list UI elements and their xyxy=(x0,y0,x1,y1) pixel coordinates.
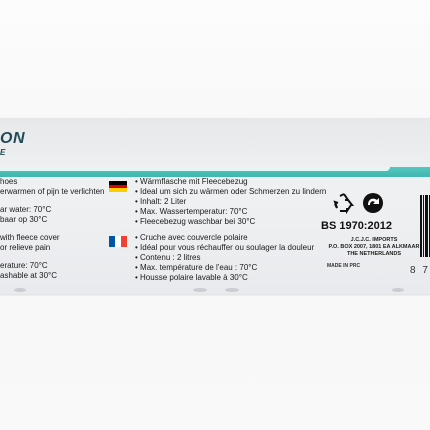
left-line: hoes xyxy=(0,177,18,186)
barcode-icon xyxy=(420,195,430,257)
importer-line: J.C.J.C. IMPORTS xyxy=(350,237,398,243)
french-line: • Cruche avec couvercle polaire xyxy=(135,233,248,242)
french-line: • Idéal pour vous réchauffer ou soulager la douleur xyxy=(135,243,315,252)
brand-logo-text: ON xyxy=(0,130,25,147)
left-line: ashable at 30°C xyxy=(0,271,58,280)
german-line: • Fleecebezug waschbar bei 30°C xyxy=(135,217,256,226)
german-section xyxy=(135,177,327,227)
card-edge-holes xyxy=(0,286,430,294)
left-column-text xyxy=(0,177,105,281)
hole-mark xyxy=(14,288,26,292)
hole-mark xyxy=(193,288,207,292)
left-line: erature: 70°C xyxy=(0,261,48,270)
left-line: or relieve pain xyxy=(0,243,51,252)
french-section xyxy=(135,233,314,283)
made-in-label: MADE IN PRC xyxy=(327,263,361,269)
recycle-icon xyxy=(335,194,352,211)
hole-mark xyxy=(392,288,404,292)
french-line: • Housse polaire lavable à 30°C xyxy=(135,273,248,282)
green-dot-icon xyxy=(363,193,383,213)
left-line: ar water: 70°C xyxy=(0,205,52,214)
french-line: • Contenu : 2 litres xyxy=(135,253,201,262)
left-line: with fleece cover xyxy=(0,233,60,242)
brand-logo-subtext: E xyxy=(0,148,7,157)
teal-stripe xyxy=(0,167,430,177)
german-line: • Inhalt: 2 Liter xyxy=(135,197,187,206)
importer-line: THE NETHERLANDS xyxy=(346,251,402,257)
icon-group xyxy=(332,191,392,215)
german-line: • Max. Wassertemperatur: 70°C xyxy=(135,207,248,216)
middle-column-text xyxy=(109,177,327,283)
importer-line: P.O. BOX 2007, 1801 EA ALKMAAR xyxy=(328,244,420,250)
stripe-highlight xyxy=(0,167,390,171)
german-flag-icon xyxy=(109,181,127,192)
german-line: • Wärmflasche mit Fleecebezug xyxy=(135,177,248,186)
safety-standard-label: BS 1970:2012 xyxy=(321,220,392,232)
left-line: baar op 30°C xyxy=(0,215,48,224)
barcode-digits: 8 7 xyxy=(410,265,430,276)
importer-address xyxy=(324,237,424,258)
german-line: • Ideal um sich zu wärmen oder Schmerzen zu lindern xyxy=(135,187,327,196)
french-flag-icon xyxy=(109,236,127,247)
french-line: • Max. température de l'eau : 70°C xyxy=(135,263,258,272)
left-line: erwarmen of pijn te verlichten xyxy=(0,187,105,196)
hole-mark xyxy=(225,288,239,292)
card-header-area xyxy=(0,118,430,173)
